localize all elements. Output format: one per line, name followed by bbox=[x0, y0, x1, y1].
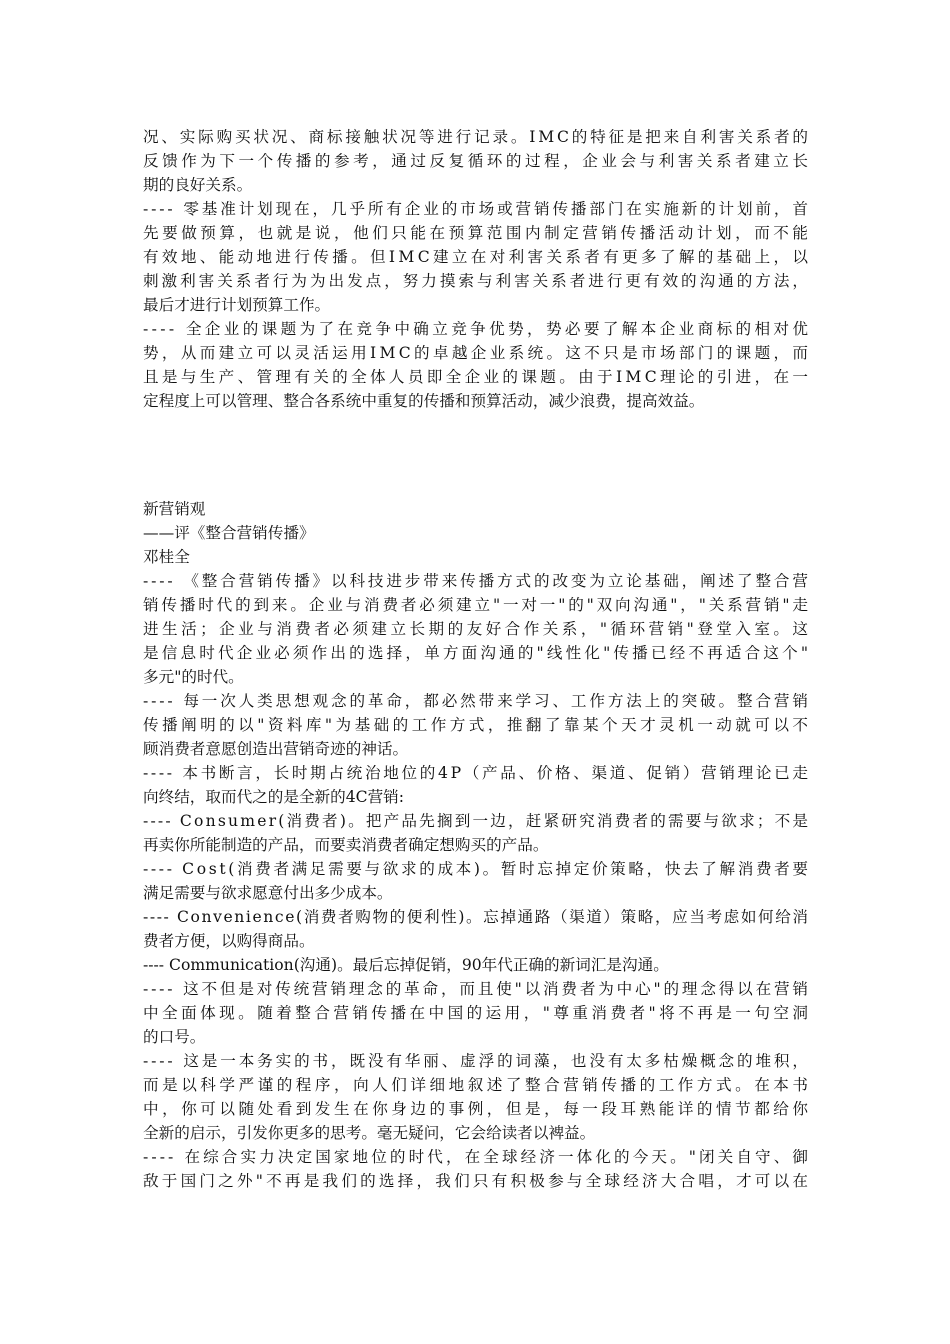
review-line: 全新的启示，引发你更多的思考。毫无疑问，它会给读者以裨益。 bbox=[143, 1124, 596, 1142]
review-line: 中全面体现。随着整合营销传播在中国的运用，"尊重消费者"将不再是一句空洞 bbox=[143, 1004, 812, 1022]
paragraph-line: 反馈作为下一个传播的参考，通过反复循环的过程，企业会与利害关系者建立长 bbox=[143, 152, 812, 170]
paragraph-line: 况、实际购买状况、商标接触状况等进行记录。IMC的特征是把来自利害关系者的 bbox=[143, 128, 811, 146]
paragraph-line: 期的良好关系。 bbox=[143, 176, 253, 194]
paragraph-line: 刺激利害关系者行为为出发点，努力摸索与利害关系者进行更有效的沟通的方法， bbox=[143, 272, 811, 290]
review-line: 再卖你所能制造的产品，而要卖消费者确定想购买的产品。 bbox=[143, 836, 549, 854]
review-line: ---- Convenience(消费者购物的便利性)。忘掉通路（渠道）策略，应当考虑如何给消 bbox=[143, 908, 810, 926]
review-line: ---- 在综合实力决定国家地位的时代，在全球经济一体化的今天。"闭关自守、御 bbox=[143, 1148, 812, 1166]
article-author: 邓桂全 bbox=[143, 548, 190, 566]
paragraph-line: 最后才进行计划预算工作。 bbox=[143, 296, 331, 314]
review-line: ---- 每一次人类思想观念的革命，都必然带来学习、工作方法上的突破。整合营销 bbox=[143, 692, 811, 710]
review-line: 的口号。 bbox=[143, 1028, 206, 1046]
review-line: 满足需要与欲求愿意付出多少成本。 bbox=[143, 884, 393, 902]
review-line: 销传播时代的到来。企业与消费者必须建立"一对一"的"双向沟通"，"关系营销"走 bbox=[143, 596, 811, 614]
review-line: ---- Consumer(消费者)。把产品先搁到一边，赶紧研究消费者的需要与欲求；不是 bbox=[143, 812, 811, 830]
review-line: ---- Cost(消费者满足需要与欲求的成本)。暂时忘掉定价策略，快去了解消费者要 bbox=[143, 860, 811, 878]
review-line: 传播阐明的以"资料库"为基础的工作方式，推翻了靠某个天才灵机一动就可以不 bbox=[143, 716, 812, 734]
review-line: ---- Communication(沟通)。最后忘掉促销，90年代正确的新词汇是沟通。 bbox=[143, 956, 669, 974]
review-line: 进生活；企业与消费者必须建立长期的友好合作关系，"循环营销"登堂入室。这 bbox=[143, 620, 812, 638]
imc-features-section bbox=[143, 125, 812, 413]
article-subtitle: ——评《整合营销传播》 bbox=[143, 524, 315, 542]
review-line: 是信息时代企业必须作出的选择，单方面沟通的"线性化"传播已经不再适合这个" bbox=[143, 644, 812, 662]
review-line: 敌于国门之外"不再是我们的选择，我们只有积极参与全球经济大合唱，才可以在 bbox=[143, 1172, 812, 1190]
review-line: 向终结，取而代之的是全新的4C营销: bbox=[143, 788, 405, 806]
review-line: 顾消费者意愿创造出营销奇迹的神话。 bbox=[143, 740, 409, 758]
review-line: 中，你可以随处看到发生在你身边的事例，但是，每一段耳熟能详的情节都给你 bbox=[143, 1100, 812, 1118]
review-line: ---- 《整合营销传播》以科技进步带来传播方式的改变为立论基础，阐述了整合营 bbox=[143, 572, 811, 590]
paragraph-line: 先要做预算，也就是说，他们只能在预算范围内制定营销传播活动计划，而不能 bbox=[143, 224, 812, 242]
paragraph-line: 势，从而建立可以灵活运用IMC的卓越企业系统。这不只是市场部门的课题，而 bbox=[143, 344, 812, 362]
paragraph-line: 定程度上可以管理、整合各系统中重复的传播和预算活动，减少浪费，提高效益。 bbox=[143, 392, 705, 410]
review-line: 多元"的时代。 bbox=[143, 668, 244, 686]
review-line: ---- 这是一本务实的书，既没有华丽、虚浮的词藻，也没有太多枯燥概念的堆积， bbox=[143, 1052, 811, 1070]
paragraph-line: 有效地、能动地进行传播。但IMC建立在对利害关系者有更多了解的基础上，以 bbox=[143, 248, 812, 266]
review-line: ---- 本书断言，长时期占统治地位的4P（产品、价格、渠道、促销）营销理论已走 bbox=[143, 764, 811, 782]
paragraph-line: ---- 零基准计划现在，几乎所有企业的市场或营销传播部门在实施新的计划前，首 bbox=[143, 200, 811, 218]
review-line: ---- 这不但是对传统营销理念的革命，而且使"以消费者为中心"的理念得以在营销 bbox=[143, 980, 811, 998]
review-line: 费者方便，以购得商品。 bbox=[143, 932, 315, 950]
paragraph-line: 且是与生产、管理有关的全体人员即全企业的课题。由于IMC理论的引进，在一 bbox=[143, 368, 812, 386]
book-review-section bbox=[143, 497, 812, 1193]
review-line: 而是以科学严谨的程序，向人们详细地叙述了整合营销传播的工作方式。在本书 bbox=[143, 1076, 812, 1094]
article-title: 新营销观 bbox=[143, 500, 206, 518]
paragraph-line: ---- 全企业的课题为了在竞争中确立竞争优势，势必要了解本企业商标的相对优 bbox=[143, 320, 812, 338]
